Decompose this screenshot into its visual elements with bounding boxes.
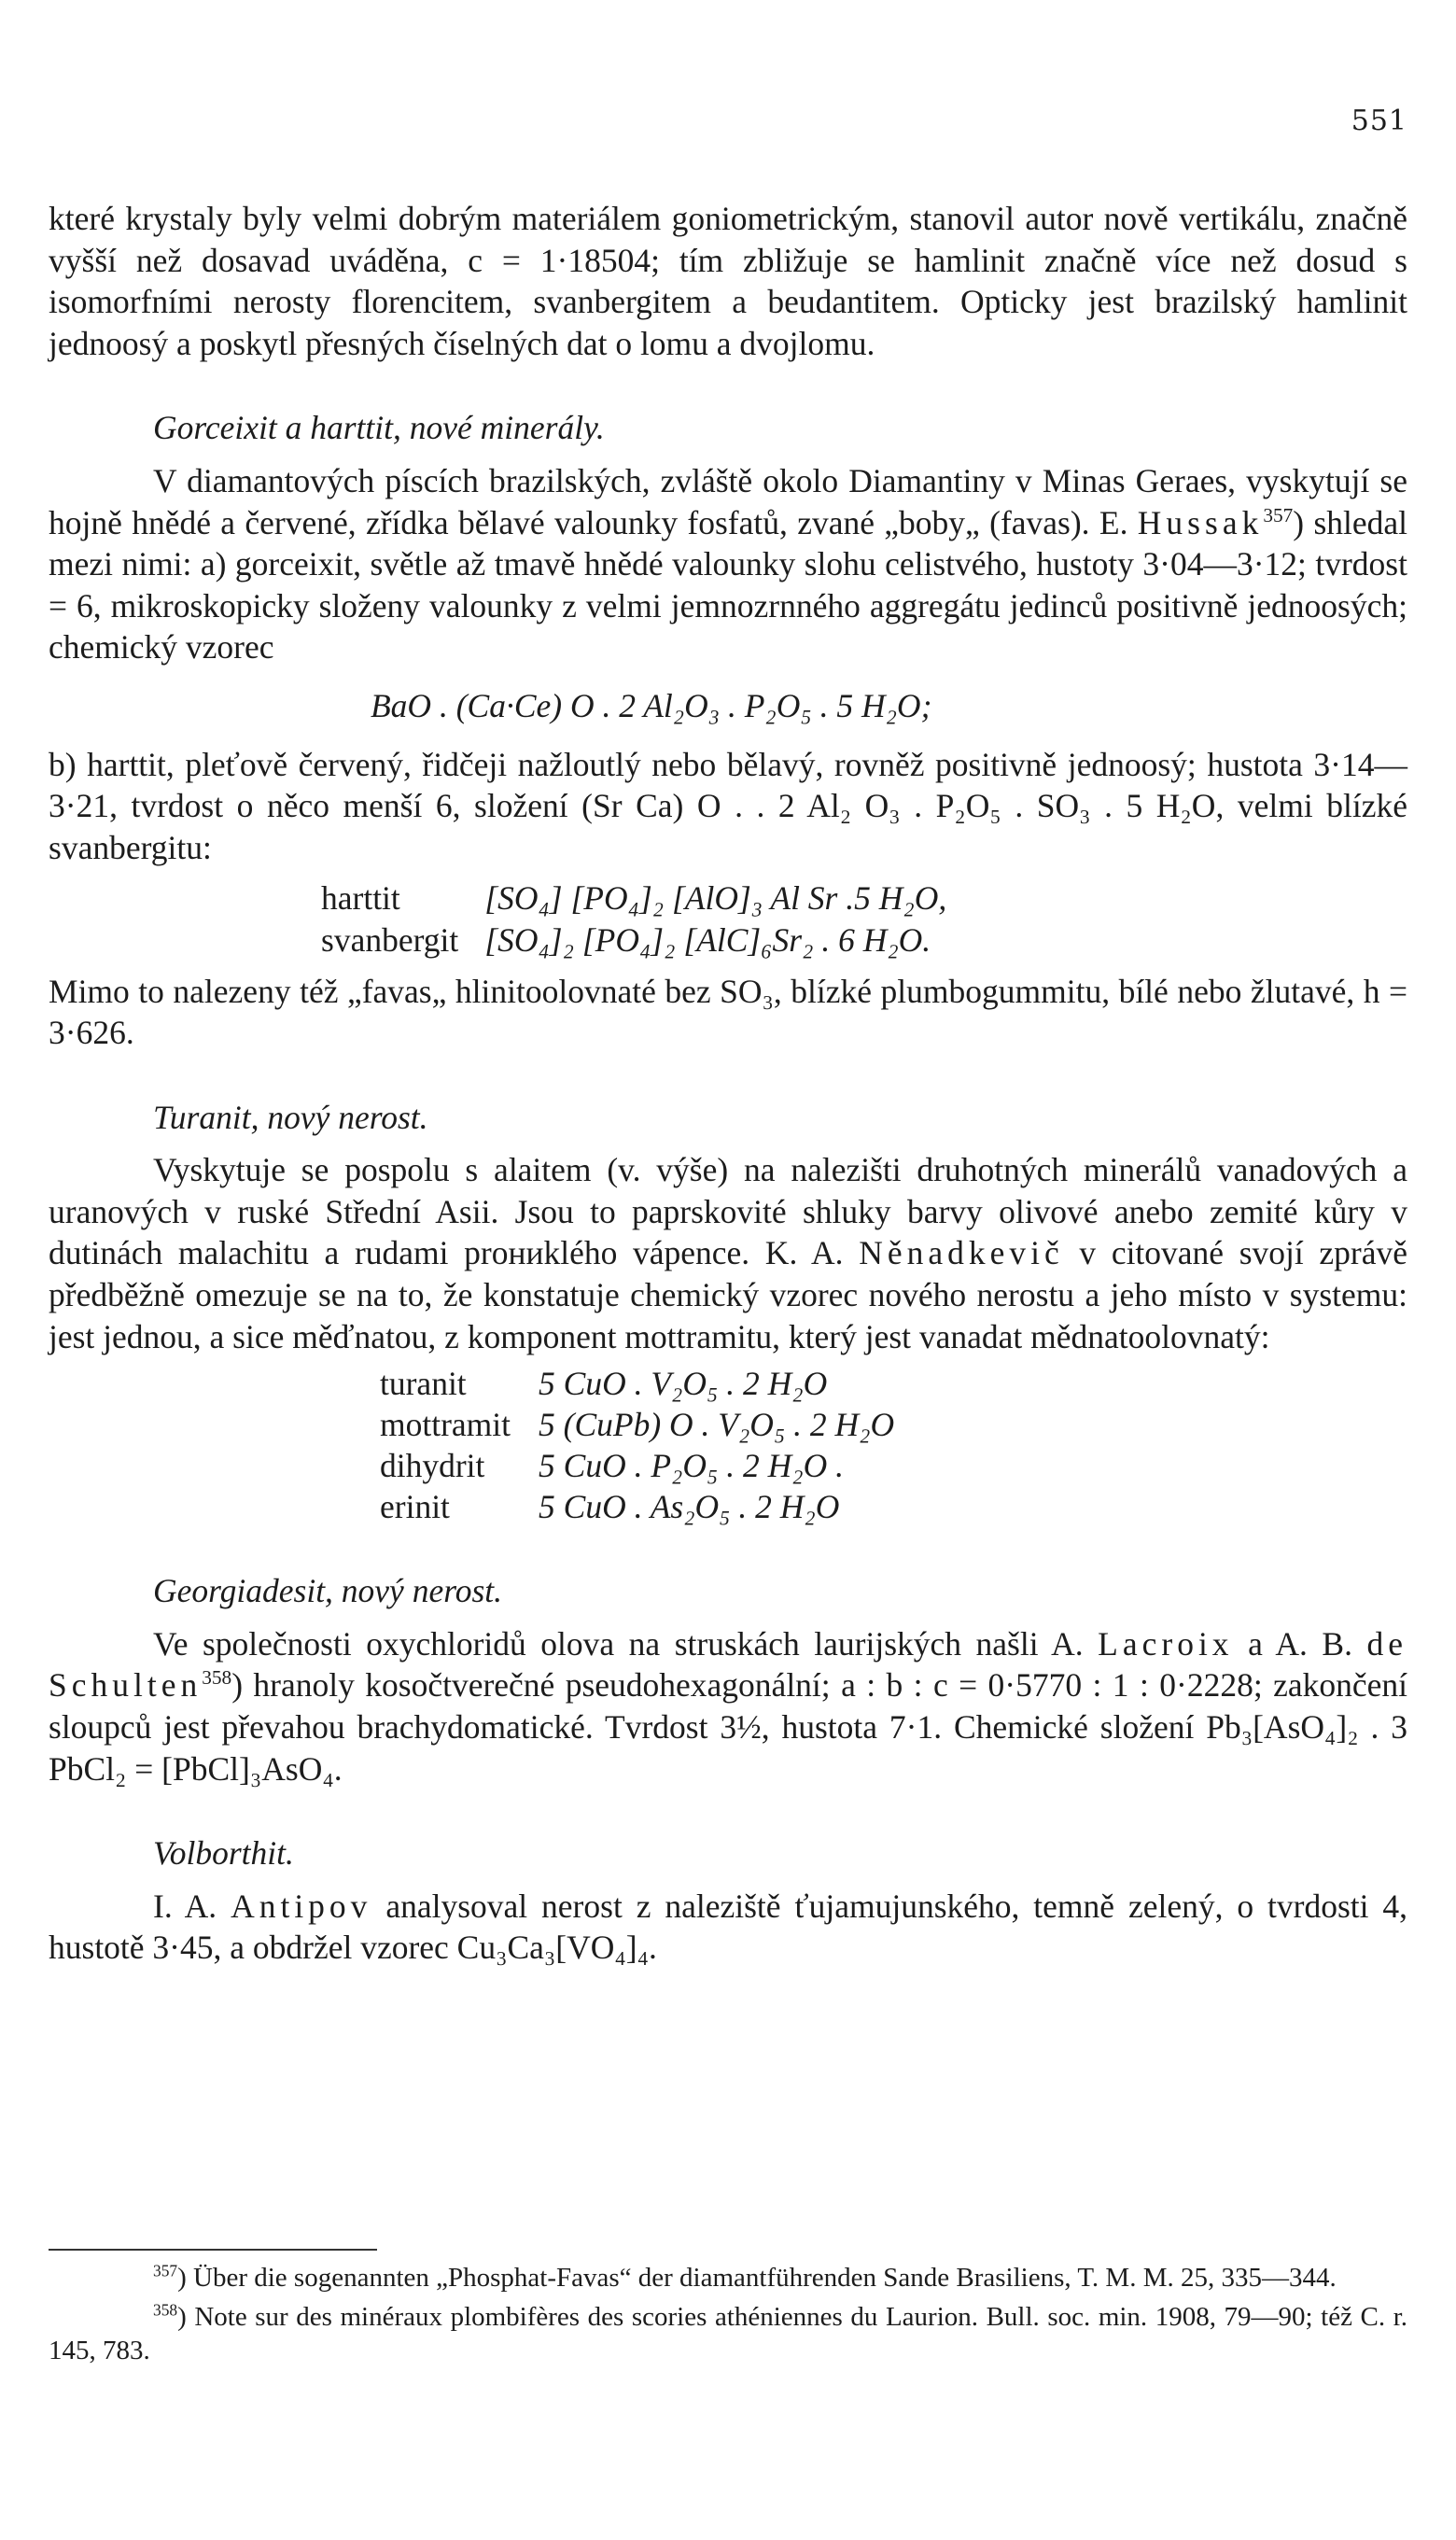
mineral-formula: 5 (CuPb) O . V₂O₅ . 2 H₂O bbox=[539, 1406, 895, 1444]
table-row bbox=[380, 1445, 894, 1486]
heading-gorceixit: Gorceixit a harttit, nové minerály. bbox=[153, 409, 605, 447]
heading-georgiadesit: Georgiadesit, nový nerost. bbox=[153, 1572, 502, 1610]
table-row bbox=[380, 1404, 894, 1445]
footnote-number: 358 bbox=[153, 2300, 178, 2320]
mineral-formula: 5 CuO . V₂O₅ . 2 H₂O bbox=[539, 1365, 828, 1403]
footnote-text: Note sur des minéraux plombifères des scories athéniennes du Laurion. Bull. soc. min. 1908, 79—90; též C. r. 145, 783. bbox=[49, 2302, 1407, 2365]
author-hussak: Hussak bbox=[1137, 503, 1264, 541]
volborthit-text-before: I. A. bbox=[153, 1887, 217, 1925]
paragraph-turanit bbox=[49, 1149, 1407, 1357]
mineral-formula: 5 CuO . As₂O₅ . 2 H₂O bbox=[539, 1488, 840, 1526]
footnote-ref-357: 357 bbox=[1263, 503, 1294, 526]
paragraph-volborthit bbox=[49, 1886, 1407, 1969]
mineral-name: turanit bbox=[380, 1365, 467, 1403]
georgiadesit-text-after: hranoly kosočtverečné pseudohexagonální; a : b : c = 0·5770 : 1 : 0·2228; zakončení sloupců jest převahou brachydomatické. Tvrdost 3½, hustota 7·1. Chemické složení Pb₃[AsO₄]₂ . 3 PbCl₂ = [PbCl]₃AsO₄. bbox=[49, 1666, 1407, 1788]
formula-comparison-table bbox=[321, 877, 946, 961]
georgiadesit-text-mid: a A. B. bbox=[1248, 1624, 1352, 1663]
georgiadesit-text-before: Ve společnosti oxychloridů olova na struskách laurijských našli A. bbox=[153, 1624, 1084, 1663]
table-row bbox=[380, 1486, 894, 1527]
formula-gorceixit: BaO . (Ca·Ce) O . 2 Al₂O₃ . P₂O₅ . 5 H₂O; bbox=[371, 686, 932, 724]
table-row bbox=[321, 877, 946, 919]
mineral-formula: 5 CuO . P₂O₅ . 2 H₂O . bbox=[539, 1447, 844, 1485]
footnote-number: 357 bbox=[153, 2261, 178, 2280]
mineral-name: mottramit bbox=[380, 1406, 511, 1444]
mineral-name: harttit bbox=[321, 879, 400, 918]
footnotes bbox=[49, 2261, 1407, 2373]
footnote: $^{358}$) Note sur des minéraux plombifères des scories athéniennes du Laurion. Bull. soc. min. 1908, 79—90; též C. r. 145, 783. bbox=[49, 2300, 1407, 2365]
page-number: 551 bbox=[1351, 105, 1407, 137]
turanit-text-before: Vyskytuje se pospolu s alaitem (v. výše) na nalezišti druhotných minerálů vanadových a uranových v ruské Střední Asii. Jsou to paprskovité shluky barvy olivové anebo zemité kůry v dutinách malachitu a rudami prониklého vápence. K. A. bbox=[49, 1151, 1407, 1272]
table-row bbox=[321, 919, 946, 961]
footnote-text: Über die sogenannten „Phosphat-Favas“ der diamantführenden Sande Brasiliens, T. M. M. 25, 335—344. bbox=[193, 2263, 1337, 2293]
mineral-formula-table bbox=[380, 1363, 894, 1527]
paragraph-gorceixit: V diamantových píscích brazilských, zvláště okolo Diamantiny v Minas Geraes, vyskytují se hojně hnědé a červené, zřídka bělavé valounky fosfatů, zvané „boby„ (favas). E. Hussak$^{357}$) shledal mezi nimi: a) gorceixit, světle až tmavě hnědé valounky slohu celistvého, hustoty 3·04—3·12; tvrdost = 6, mikroskopicky složeny valounky z velmi jemnozrnného aggregátu jedinců positivně jednoosých; chemický vzorec bbox=[49, 461, 1407, 667]
gorceixit-text-after: shledal mezi nimi: a) gorceixit, světle až tmavě hnědé valounky slohu celistvého, hustoty 3·04—3·12; tvrdost = 6, mikroskopicky složeny valounky z velmi jemnozrnného aggregátu jedinců positivně jednoosých; chemický vzorec bbox=[49, 503, 1407, 667]
paragraph-hamlinit: které krystaly byly velmi dobrým materiálem goniometrickým, stanovil autor nově vertikálu, značně vyšší než dosavad uváděna, c = 1·18504; tím zbližuje se hamlinit značně více než dosud s isomorfními nerosty florencitem, svanbergitem a beudantitem. Opticky jest brazilský hamlinit jednoosý a poskytl přesných číselných dat o lomu a dvojlomu. bbox=[49, 200, 1407, 362]
paragraph-favas: Mimo to nalezeny též „favas„ hlinitoolovnaté bez SO₃, blízké plumbogummitu, bílé nebo žlutavé, h = 3·626. bbox=[49, 972, 1407, 1052]
heading-turanit: Turanit, nový nerost. bbox=[153, 1098, 428, 1136]
volborthit-text-after: analysoval nerost z naleziště ťujamujunského, temně zelený, o tvrdosti 4, hustotě 3·45, a obdržel vzorec Cu₃Ca₃[VO₄]₄. bbox=[49, 1887, 1408, 1967]
footnote-divider bbox=[49, 2249, 377, 2251]
body-text bbox=[49, 198, 1407, 1969]
gorceixit-text-before: V diamantových píscích brazilských, zvláště okolo Diamantiny v Minas Geraes, vyskytují se hojně hnědé a červené, zřídka bělavé valounky fosfatů, zvané „boby„ (favas). E. bbox=[49, 461, 1407, 541]
mineral-formula: [SO₄] [PO₄]₂ [AlO]₃ Al Sr .5 H₂O, bbox=[484, 879, 947, 918]
mineral-name: dihydrit bbox=[380, 1447, 485, 1485]
mineral-name: svanbergit bbox=[321, 920, 459, 959]
paragraph-georgiadesit: Ve společnosti oxychloridů olova na struskách laurijských našli A. Lacroix a A. B. de Schulten$^{358}$) hranoly kosočtverečné pseudohexagonální; a : b : c = 0·5770 : 1 : 0·2228; zakončení sloupců jest převahou brachydomatické. Tvrdost 3½, hustota 7·1. Chemické složení Pb₃[AsO₄]₂ . 3 PbCl₂ = [PbCl]₃AsO₄. bbox=[49, 1624, 1407, 1788]
heading-volborthit: Volborthit. bbox=[153, 1834, 294, 1873]
turanit-text-after: v citované svojí zprávě předběžně omezuje se na to, že konstatuje chemický vzorec nového nerostu a jeho místo v systemu: jest jednou, a sice měďnatou, z komponent mottramitu, který jest vanadat mědnatoolovnatý: bbox=[49, 1234, 1408, 1355]
author-nenadkevic: Něnadkevič bbox=[859, 1234, 1064, 1272]
table-row bbox=[380, 1363, 894, 1404]
author-antipov: Antipov bbox=[231, 1887, 372, 1925]
mineral-name: erinit bbox=[380, 1488, 450, 1526]
footnote-ref-358: 358 bbox=[202, 1666, 232, 1690]
author-de-schulten: de Schulten bbox=[49, 1624, 1407, 1705]
mineral-formula: [SO₄]₂ [PO₄]₂ [AlC]₆Sr₂ . 6 H₂O. bbox=[484, 920, 931, 959]
footnote: $^{357}$) Über die sogenannten „Phosphat-Favas“ der diamantführenden Sande Brasiliens, T. M. M. 25, 335—344. bbox=[153, 2261, 1337, 2293]
author-lacroix: Lacroix bbox=[1098, 1624, 1234, 1663]
paragraph-harttit: b) harttit, pleťově červený, řidčeji nažloutlý nebo bělavý, rovněž positivně jednoosý; hustota 3·14—3·21, tvrdost o něco menší 6, složení (Sr Ca) O . . 2 Al₂ O₃ . P₂O₅ . SO₃ . 5 H₂O, velmi blízké svanbergitu: bbox=[49, 745, 1407, 866]
